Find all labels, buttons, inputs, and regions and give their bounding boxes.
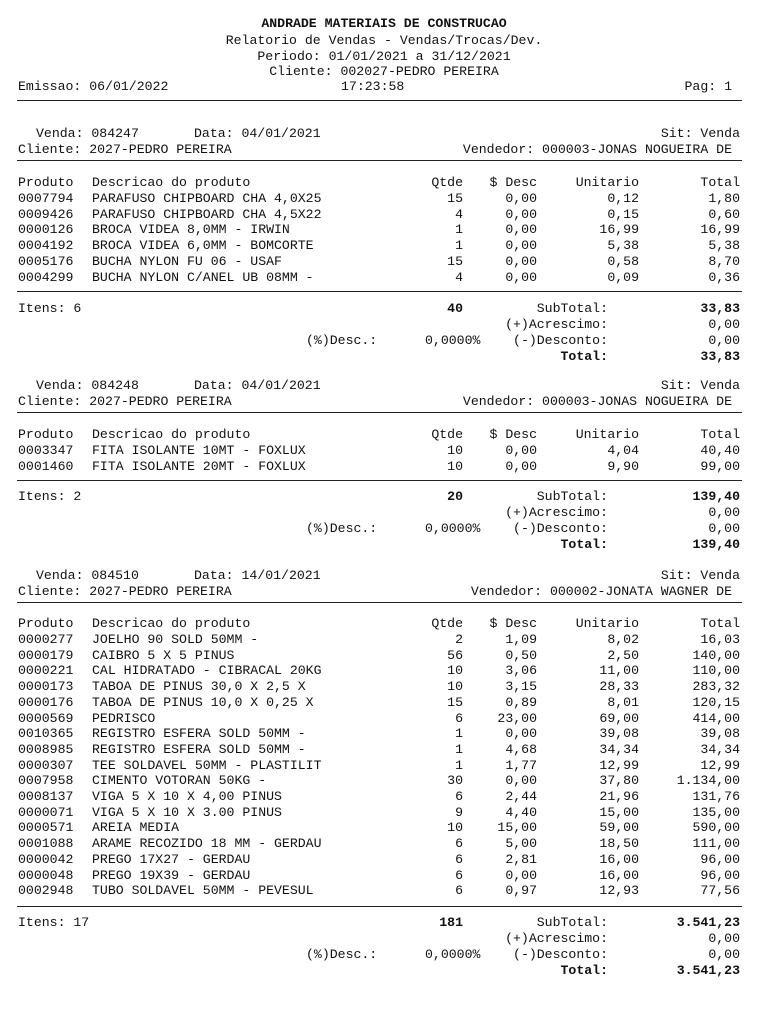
col-description-header: Descricao do produto — [92, 175, 251, 190]
item-unit-price: 69,00 — [599, 710, 639, 726]
sale-number: Venda: 084510 — [36, 568, 139, 583]
emission-time: 17:23:58 — [341, 79, 405, 94]
total-value: 33,83 — [700, 349, 740, 364]
sale-header-divider — [17, 602, 742, 603]
item-row — [0, 239, 768, 254]
item-discount: 0,00 — [505, 443, 537, 458]
item-code: 0000048 — [18, 867, 74, 883]
item-discount: 2,44 — [505, 789, 537, 804]
item-total: 96,00 — [700, 851, 740, 867]
item-description: PREGO 17X27 - GERDAU — [92, 851, 251, 867]
increase-value: 0,00 — [708, 317, 740, 332]
item-code: 0000126 — [18, 222, 74, 238]
item-qty: 10 — [447, 663, 463, 679]
item-discount: 4,40 — [505, 804, 537, 820]
item-discount: 2,81 — [505, 851, 537, 867]
sale-status: Sit: Venda — [660, 568, 740, 583]
item-total: 34,34 — [700, 741, 740, 757]
item-qty: 4 — [455, 206, 463, 222]
item-total: 40,40 — [700, 443, 740, 458]
col-unit-header: Unitario — [575, 427, 639, 442]
item-qty: 6 — [455, 851, 463, 867]
item-unit-price: 9,90 — [607, 458, 639, 474]
qty-total: 181 — [439, 915, 463, 930]
report-client: Cliente: 002027-PEDRO PEREIRA — [269, 64, 499, 79]
discount-label: (-)Desconto: — [513, 333, 608, 348]
total-label: Total: — [560, 349, 608, 364]
items-count: Itens: 6 — [18, 301, 82, 316]
col-qty-header: Qtde — [431, 427, 463, 442]
item-unit-price: 34,34 — [599, 741, 639, 757]
item-row — [0, 821, 768, 836]
summary-divider — [17, 906, 742, 907]
sale-client: Cliente: 2027-PEDRO PEREIRA — [18, 394, 232, 409]
item-discount: 0,00 — [505, 191, 537, 206]
sale-status: Sit: Venda — [660, 126, 740, 141]
item-row — [0, 633, 768, 648]
item-row — [0, 837, 768, 852]
item-description: BUCHA NYLON C/ANEL UB 08MM - — [92, 269, 314, 285]
item-unit-price: 37,80 — [599, 773, 639, 789]
item-qty: 2 — [455, 632, 463, 647]
item-description: PARAFUSO CHIPBOARD CHA 4,5X22 — [92, 206, 322, 222]
sale-seller: Vendedor: 000003-JONAS NOGUEIRA DE — [462, 142, 732, 157]
item-code: 0001460 — [18, 458, 74, 474]
item-qty: 56 — [447, 647, 463, 663]
sale-client: Cliente: 2027-PEDRO PEREIRA — [18, 142, 232, 157]
report-title: Relatorio de Vendas - Vendas/Trocas/Dev. — [225, 33, 543, 48]
item-discount: 0,00 — [505, 726, 537, 742]
item-discount: 3,06 — [505, 663, 537, 679]
item-code: 0009426 — [18, 206, 74, 222]
item-discount: 3,15 — [505, 679, 537, 695]
col-total-header: Total — [700, 616, 740, 631]
item-code: 0000179 — [18, 647, 74, 663]
item-total: 5,38 — [708, 238, 740, 254]
item-row — [0, 664, 768, 679]
item-code: 0002948 — [18, 883, 74, 899]
item-unit-price: 5,38 — [607, 238, 639, 254]
item-code: 0007958 — [18, 773, 74, 789]
emission-date: Emissao: 06/01/2022 — [18, 79, 169, 94]
item-unit-price: 15,00 — [599, 804, 639, 820]
item-total: 1.134,00 — [676, 773, 740, 789]
item-code: 0004192 — [18, 238, 74, 254]
item-unit-price: 0,09 — [607, 269, 639, 285]
report-period: Periodo: 01/01/2021 a 31/12/2021 — [257, 49, 511, 64]
item-code: 0000307 — [18, 757, 74, 773]
col-discount-header: $ Desc — [489, 427, 537, 442]
pct-discount-label: (%)Desc.: — [306, 947, 378, 962]
item-discount: 0,00 — [505, 253, 537, 269]
total-value: 139,40 — [692, 537, 740, 552]
qty-total: 40 — [447, 301, 463, 316]
item-qty: 1 — [455, 741, 463, 757]
item-total: 111,00 — [692, 836, 740, 852]
discount-label: (-)Desconto: — [513, 947, 608, 962]
item-qty: 30 — [447, 773, 463, 789]
item-row — [0, 884, 768, 899]
increase-label: (+)Acrescimo: — [505, 317, 608, 332]
sale-client: Cliente: 2027-PEDRO PEREIRA — [18, 584, 232, 599]
increase-label: (+)Acrescimo: — [505, 505, 608, 520]
item-code: 0000071 — [18, 804, 74, 820]
item-unit-price: 4,04 — [607, 443, 639, 458]
item-row — [0, 208, 768, 223]
col-product-header: Produto — [18, 427, 74, 442]
item-unit-price: 12,93 — [599, 883, 639, 899]
items-column-header — [0, 428, 768, 443]
item-description: ARAME RECOZIDO 18 MM - GERDAU — [92, 836, 322, 852]
item-row — [0, 680, 768, 695]
item-description: TABOA DE PINUS 30,0 X 2,5 X — [92, 679, 306, 695]
sale-seller: Vendedor: 000003-JONAS NOGUEIRA DE — [462, 394, 732, 409]
item-unit-price: 2,50 — [607, 647, 639, 663]
item-qty: 6 — [455, 789, 463, 804]
item-unit-price: 16,00 — [599, 867, 639, 883]
item-description: BROCA VIDEA 8,0MM - IRWIN — [92, 222, 290, 238]
item-total: 590,00 — [692, 820, 740, 836]
item-description: TABOA DE PINUS 10,0 X 0,25 X — [92, 694, 314, 710]
item-discount: 15,00 — [497, 820, 537, 836]
item-unit-price: 21,96 — [599, 789, 639, 804]
item-description: VIGA 5 X 10 X 3.00 PINUS — [92, 804, 282, 820]
item-unit-price: 39,08 — [599, 726, 639, 742]
item-total: 0,60 — [708, 206, 740, 222]
total-label: Total: — [560, 537, 608, 552]
total-value: 3.541,23 — [676, 963, 740, 978]
item-description: CAIBRO 5 X 5 PINUS — [92, 647, 235, 663]
item-total: 16,99 — [700, 222, 740, 238]
item-row — [0, 712, 768, 727]
item-unit-price: 0,12 — [607, 191, 639, 206]
item-qty: 10 — [447, 458, 463, 474]
item-description: FITA ISOLANTE 10MT - FOXLUX — [92, 443, 306, 458]
item-discount: 0,00 — [505, 458, 537, 474]
item-discount: 23,00 — [497, 710, 537, 726]
discount-label: (-)Desconto: — [513, 521, 608, 536]
discount-value: 0,00 — [708, 333, 740, 348]
sale-status: Sit: Venda — [660, 378, 740, 393]
header-divider — [17, 100, 742, 101]
item-description: JOELHO 90 SOLD 50MM - — [92, 632, 259, 647]
sale-header-divider — [17, 160, 742, 161]
item-row — [0, 806, 768, 821]
item-code: 0000173 — [18, 679, 74, 695]
item-unit-price: 12,99 — [599, 757, 639, 773]
item-description: BUCHA NYLON FU 06 - USAF — [92, 253, 282, 269]
item-total: 131,76 — [692, 789, 740, 804]
item-qty: 6 — [455, 836, 463, 852]
item-qty: 6 — [455, 867, 463, 883]
item-row — [0, 790, 768, 805]
item-row — [0, 774, 768, 789]
item-total: 110,00 — [692, 663, 740, 679]
item-code: 0010365 — [18, 726, 74, 742]
item-unit-price: 8,01 — [607, 694, 639, 710]
subtotal-label: SubTotal: — [536, 489, 608, 504]
item-description: CAL HIDRATADO - CIBRACAL 20KG — [92, 663, 322, 679]
summary-divider — [17, 291, 742, 292]
item-code: 0004299 — [18, 269, 74, 285]
item-description: PREGO 19X39 - GERDAU — [92, 867, 251, 883]
item-code: 0001088 — [18, 836, 74, 852]
col-total-header: Total — [700, 427, 740, 442]
item-discount: 0,00 — [505, 238, 537, 254]
col-description-header: Descricao do produto — [92, 616, 251, 631]
item-discount: 4,68 — [505, 741, 537, 757]
item-qty: 10 — [447, 443, 463, 458]
col-unit-header: Unitario — [575, 175, 639, 190]
item-unit-price: 0,15 — [607, 206, 639, 222]
item-code: 0000569 — [18, 710, 74, 726]
item-row — [0, 649, 768, 664]
item-qty: 6 — [455, 883, 463, 899]
increase-label: (+)Acrescimo: — [505, 931, 608, 946]
item-qty: 10 — [447, 679, 463, 695]
subtotal-value: 3.541,23 — [676, 915, 740, 930]
item-total: 120,15 — [692, 694, 740, 710]
item-description: BROCA VIDEA 6,0MM - BOMCORTE — [92, 238, 314, 254]
col-discount-header: $ Desc — [489, 616, 537, 631]
col-unit-header: Unitario — [575, 616, 639, 631]
col-qty-header: Qtde — [431, 175, 463, 190]
item-code: 0008137 — [18, 789, 74, 804]
item-discount: 1,77 — [505, 757, 537, 773]
item-total: 96,00 — [700, 867, 740, 883]
subtotal-value: 139,40 — [692, 489, 740, 504]
item-row — [0, 192, 768, 207]
item-row — [0, 444, 768, 459]
item-row — [0, 255, 768, 270]
item-total: 77,56 — [700, 883, 740, 899]
item-row — [0, 696, 768, 711]
item-description: TUBO SOLDAVEL 50MM - PEVESUL — [92, 883, 314, 899]
item-qty: 10 — [447, 820, 463, 836]
items-column-header — [0, 617, 768, 632]
item-row — [0, 743, 768, 758]
items-count: Itens: 2 — [18, 489, 82, 504]
item-code: 0005176 — [18, 253, 74, 269]
item-unit-price: 0,58 — [607, 253, 639, 269]
item-unit-price: 8,02 — [607, 632, 639, 647]
item-discount: 0,00 — [505, 222, 537, 238]
item-qty: 1 — [455, 726, 463, 742]
item-code: 0000042 — [18, 851, 74, 867]
item-total: 283,32 — [692, 679, 740, 695]
pct-discount-value: 0,0000% — [425, 333, 481, 348]
item-total: 16,03 — [700, 632, 740, 647]
item-discount: 0,97 — [505, 883, 537, 899]
company-name: ANDRADE MATERIAIS DE CONSTRUCAO — [261, 16, 507, 31]
subtotal-label: SubTotal: — [536, 301, 608, 316]
qty-total: 20 — [447, 489, 463, 504]
item-qty: 15 — [447, 253, 463, 269]
item-row — [0, 727, 768, 742]
item-unit-price: 59,00 — [599, 820, 639, 836]
subtotal-value: 33,83 — [700, 301, 740, 316]
item-code: 0000277 — [18, 632, 74, 647]
col-description-header: Descricao do produto — [92, 427, 251, 442]
item-code: 0008985 — [18, 741, 74, 757]
item-code: 0000221 — [18, 663, 74, 679]
item-discount: 1,09 — [505, 632, 537, 647]
item-description: AREIA MEDIA — [92, 820, 180, 836]
item-code: 0007794 — [18, 191, 74, 206]
item-qty: 6 — [455, 710, 463, 726]
item-qty: 4 — [455, 269, 463, 285]
item-description: REGISTRO ESFERA SOLD 50MM - — [92, 741, 306, 757]
col-product-header: Produto — [18, 616, 74, 631]
discount-value: 0,00 — [708, 521, 740, 536]
item-discount: 0,00 — [505, 773, 537, 789]
item-description: REGISTRO ESFERA SOLD 50MM - — [92, 726, 306, 742]
items-column-header — [0, 176, 768, 191]
pct-discount-value: 0,0000% — [425, 521, 481, 536]
item-discount: 0,00 — [505, 206, 537, 222]
item-qty: 15 — [447, 191, 463, 206]
item-unit-price: 28,33 — [599, 679, 639, 695]
item-unit-price: 18,50 — [599, 836, 639, 852]
item-row — [0, 460, 768, 475]
item-description: FITA ISOLANTE 20MT - FOXLUX — [92, 458, 306, 474]
item-total: 414,00 — [692, 710, 740, 726]
item-qty: 1 — [455, 222, 463, 238]
pct-discount-label: (%)Desc.: — [306, 521, 378, 536]
item-code: 0000571 — [18, 820, 74, 836]
subtotal-label: SubTotal: — [536, 915, 608, 930]
sale-number: Venda: 084248 — [36, 378, 139, 393]
sale-date: Data: 14/01/2021 — [194, 568, 321, 583]
item-discount: 0,89 — [505, 694, 537, 710]
sale-number: Venda: 084247 — [36, 126, 139, 141]
item-unit-price: 16,00 — [599, 851, 639, 867]
item-row — [0, 869, 768, 884]
item-discount: 5,00 — [505, 836, 537, 852]
increase-value: 0,00 — [708, 931, 740, 946]
col-total-header: Total — [700, 175, 740, 190]
sale-header-divider — [17, 412, 742, 413]
sale-date: Data: 04/01/2021 — [194, 126, 321, 141]
item-description: CIMENTO VOTORAN 50KG - — [92, 773, 267, 789]
pct-discount-label: (%)Desc.: — [306, 333, 378, 348]
item-total: 12,99 — [700, 757, 740, 773]
item-total: 39,08 — [700, 726, 740, 742]
discount-value: 0,00 — [708, 947, 740, 962]
item-qty: 1 — [455, 238, 463, 254]
item-discount: 0,00 — [505, 269, 537, 285]
item-total: 0,36 — [708, 269, 740, 285]
item-qty: 1 — [455, 757, 463, 773]
summary-divider — [17, 480, 742, 481]
item-row — [0, 271, 768, 286]
item-unit-price: 11,00 — [599, 663, 639, 679]
item-total: 135,00 — [692, 804, 740, 820]
item-total: 99,00 — [700, 458, 740, 474]
item-row — [0, 223, 768, 238]
item-total: 140,00 — [692, 647, 740, 663]
item-description: PEDRISCO — [92, 710, 156, 726]
item-row — [0, 759, 768, 774]
items-count: Itens: 17 — [18, 915, 90, 930]
increase-value: 0,00 — [708, 505, 740, 520]
item-qty: 9 — [455, 804, 463, 820]
item-row — [0, 853, 768, 868]
col-product-header: Produto — [18, 175, 74, 190]
pct-discount-value: 0,0000% — [425, 947, 481, 962]
item-qty: 15 — [447, 694, 463, 710]
sale-date: Data: 04/01/2021 — [194, 378, 321, 393]
col-discount-header: $ Desc — [489, 175, 537, 190]
item-code: 0003347 — [18, 443, 74, 458]
item-description: PARAFUSO CHIPBOARD CHA 4,0X25 — [92, 191, 322, 206]
item-description: TEE SOLDAVEL 50MM - PLASTILIT — [92, 757, 322, 773]
item-discount: 0,50 — [505, 647, 537, 663]
item-description: VIGA 5 X 10 X 4,00 PINUS — [92, 789, 282, 804]
item-code: 0000176 — [18, 694, 74, 710]
page-number: Pag: 1 — [684, 79, 732, 94]
sale-seller: Vendedor: 000002-JONATA WAGNER DE — [470, 584, 732, 599]
col-qty-header: Qtde — [431, 616, 463, 631]
item-total: 1,80 — [708, 191, 740, 206]
item-total: 8,70 — [708, 253, 740, 269]
total-label: Total: — [560, 963, 608, 978]
item-unit-price: 16,99 — [599, 222, 639, 238]
item-discount: 0,00 — [505, 867, 537, 883]
